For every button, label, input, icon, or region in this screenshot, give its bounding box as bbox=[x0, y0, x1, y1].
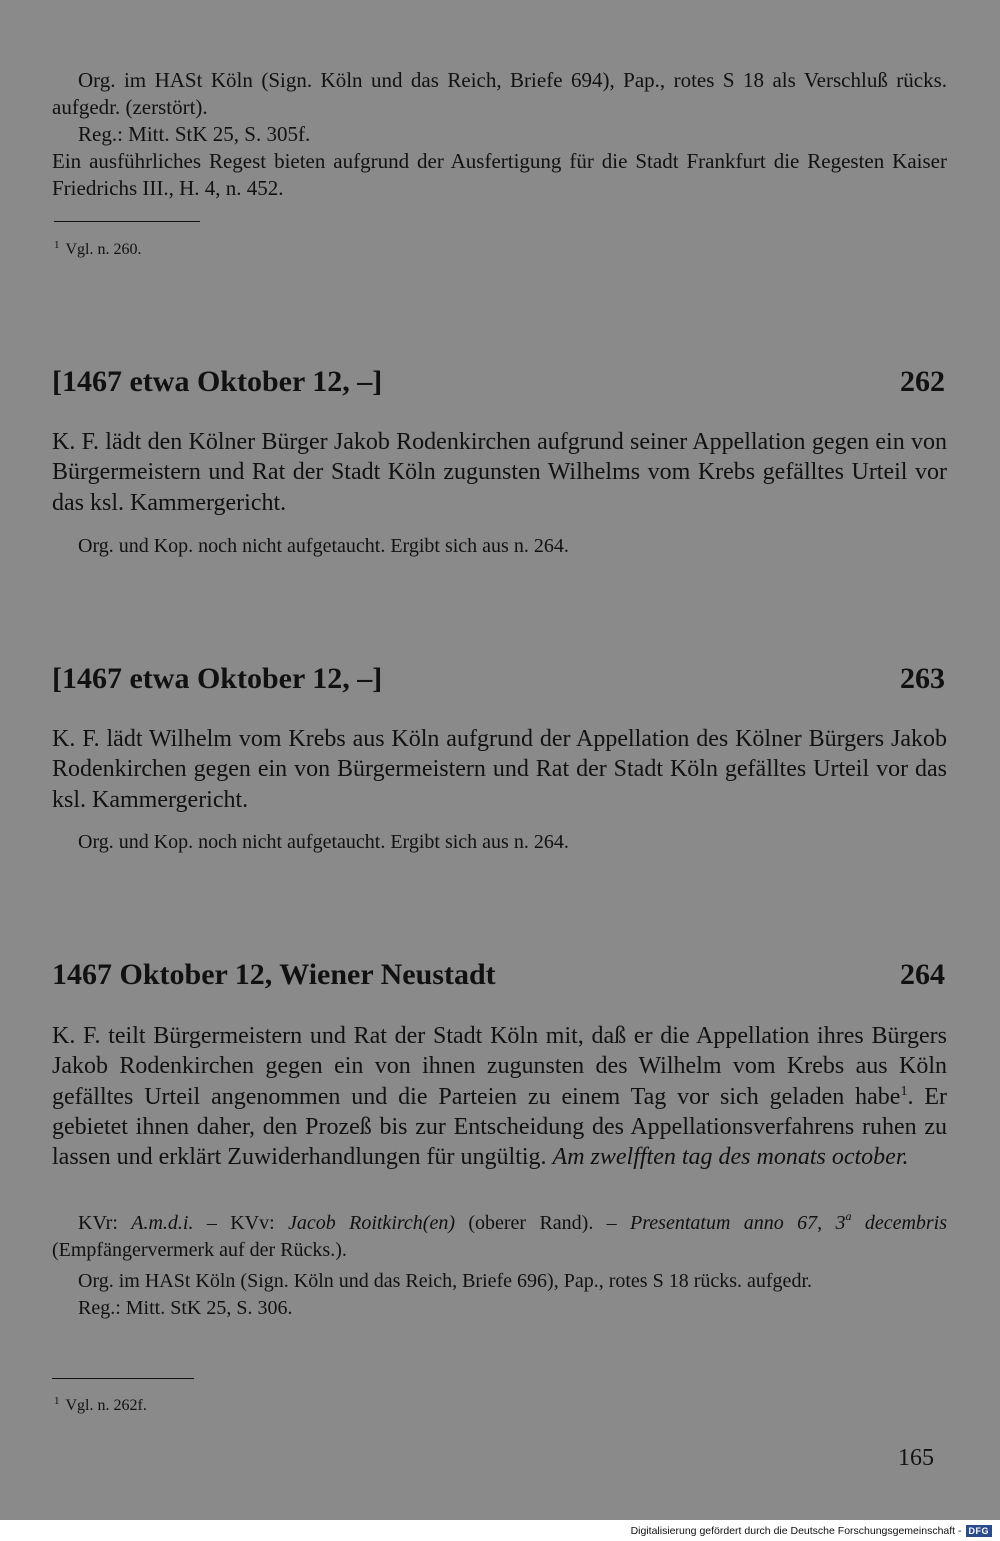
entry-number: 262 bbox=[900, 365, 945, 398]
archive-note: Org. im HASt Köln (Sign. Köln und das Reich, Briefe 694), Pap., rotes S 18 als Verschluß rücks. aufgedr. (zerstört). bbox=[52, 68, 947, 119]
kv-label: KVr: bbox=[78, 1212, 132, 1234]
kv-text: Jacob Roitkirch(en) bbox=[288, 1212, 455, 1234]
regest-reference: Reg.: Mitt. StK 25, S. 306. bbox=[78, 1297, 293, 1319]
prev-entry-notes bbox=[52, 67, 947, 202]
footnote-text: Vgl. n. 260. bbox=[65, 241, 142, 258]
entry-body-262 bbox=[52, 427, 947, 518]
footnote-marker: 1 bbox=[54, 239, 60, 251]
kv-label: (Empfängervermerk auf der Rücks.). bbox=[52, 1239, 347, 1261]
entry-heading-262 bbox=[52, 365, 945, 399]
footnote bbox=[54, 1391, 147, 1416]
entry-number: 264 bbox=[900, 958, 945, 991]
archive-note: Org. im HASt Köln (Sign. Köln und das Reich, Briefe 696), Pap., rotes S 18 rücks. aufgedr. bbox=[78, 1270, 812, 1292]
kv-label: (oberer Rand). – bbox=[455, 1212, 631, 1234]
entry-heading-264 bbox=[52, 958, 945, 992]
endorsement-note bbox=[52, 1210, 947, 1264]
summary-part: K. F. teilt Bürgermeistern und Rat der Stadt Köln mit, daß er die Appellation ihres Bürgers Jakob Rodenkirchen gegen ein von ihnen zugunsten des Wilhelm vom Krebs aus Köln gefälltes Urteil angenommen und die Parteien zu einem Tag vor sich geladen habe bbox=[52, 1023, 947, 1110]
footnote-marker: 1 bbox=[900, 1083, 908, 1099]
regest-note: Ein ausführliches Regest bieten aufgrund der Ausfertigung für die Stadt Frankfurt die Regesten Kaiser Friedrichs III., H. 4, n. 452. bbox=[52, 149, 947, 200]
kv-text: Presentatum anno 67, 3 bbox=[630, 1212, 846, 1234]
footnote-rule bbox=[54, 221, 200, 222]
footer-text: Digitalisierung gefördert durch die Deutsche Forschungsgemeinschaft - bbox=[630, 1525, 962, 1537]
entry-date: 1467 Oktober 12, Wiener Neustadt bbox=[52, 958, 496, 991]
entry-heading-263 bbox=[52, 662, 945, 696]
summary-quote: Am zwelfften tag des monats october. bbox=[552, 1144, 909, 1171]
entry-body-264 bbox=[52, 1021, 947, 1172]
entry-date: [1467 etwa Oktober 12, –] bbox=[52, 365, 383, 398]
footnote-text: Vgl. n. 262f. bbox=[65, 1397, 147, 1414]
entry-summary: K. F. lädt Wilhelm vom Krebs aus Köln aufgrund der Appellation des Kölner Bürgers Jakob Rodenkirchen gegen ein von Bürgermeistern und Rat der Stadt Köln gefälltes Urteil vor das ksl. Kammergericht. bbox=[52, 726, 947, 813]
entry-body-263 bbox=[52, 724, 947, 815]
kv-text: A.m.d.i. bbox=[131, 1212, 194, 1234]
entry-date: [1467 etwa Oktober 12, –] bbox=[52, 662, 383, 695]
entry-note: Org. und Kop. noch nicht aufgetaucht. Ergibt sich aus n. 264. bbox=[78, 535, 569, 557]
dfg-logo: DFG bbox=[966, 1525, 993, 1537]
footnote bbox=[54, 235, 142, 260]
entry-summary bbox=[52, 1021, 947, 1172]
entry-note-263 bbox=[52, 829, 947, 856]
page-number: 165 bbox=[898, 1445, 934, 1471]
entry-note: Org. und Kop. noch nicht aufgetaucht. Ergibt sich aus n. 264. bbox=[78, 831, 569, 853]
kv-text: decembris bbox=[864, 1212, 948, 1234]
entry-summary: K. F. lädt den Kölner Bürger Jakob Rodenkirchen aufgrund seiner Appellation gegen ein von Bürgermeistern und Rat der Stadt Köln zugunsten Wilhelms vom Krebs gefälltes Urteil vor das ksl. Kammergericht. bbox=[52, 429, 947, 516]
footnote-rule bbox=[52, 1378, 194, 1379]
entry-note-262 bbox=[52, 533, 947, 560]
regest-reference: Reg.: Mitt. StK 25, S. 305f. bbox=[78, 122, 311, 146]
kv-superscript: a bbox=[845, 1209, 852, 1223]
entry-number: 263 bbox=[900, 662, 945, 695]
kv-label: – KVv: bbox=[193, 1212, 288, 1234]
digitization-footer bbox=[631, 1525, 992, 1537]
summary-part: . Er gebietet ihnen daher, den Prozeß bis zur Entscheidung des Appellationsverfahrens ruhen zu lassen und erklärt Zuwiderhandlungen für ungültig. bbox=[52, 1083, 947, 1171]
entry-notes-264 bbox=[52, 1210, 947, 1322]
footnote-marker: 1 bbox=[54, 1395, 60, 1407]
